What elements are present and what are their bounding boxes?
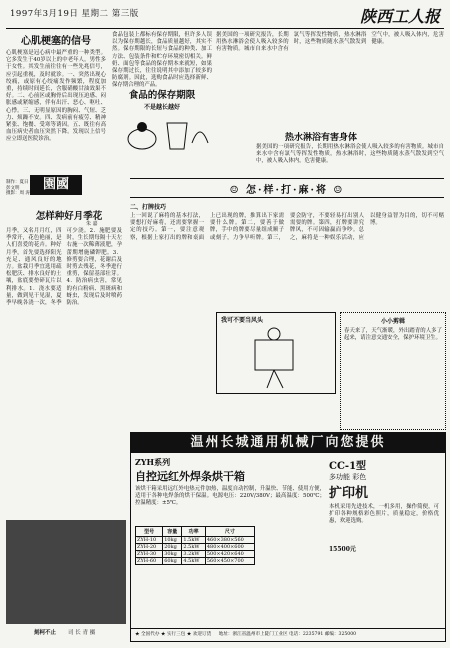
spec-header: 尺寸 [205,527,254,537]
spec-cell: 460×380×560 [205,537,254,544]
bath-title: 热水淋浴有害身体 [284,133,357,143]
majiang-column-motto: ☺ 怎·样·打·麻·将 ☺ [229,185,345,196]
flower-credits [6,180,30,197]
food-article: 食品包装上都标有保存期限，但许多人误以为保存期越长，食品质量越好，其实不然。保存期限的长短与食品的种类、加工方法、包装条件和贮存环境密切相关。鲜奶、面包等食品的保存期本来就短，如果保存期过长，往往说明其中添加了较多的防腐剂。因此，选购食品时应选择新鲜、保存期合理的产品。 食品的保存期限 不是越长越好 [112,32,212,168]
spec-cell: 500×420×640 [205,551,254,558]
photo-caption-left: 刻柯不止 [34,630,57,636]
ad-right [329,457,439,627]
spec-cell: ZYH-20 [136,544,163,551]
food-illustration [112,113,212,153]
photo [6,520,126,624]
right-box-body: 春天来了，天气渐暖，外出踏青的人多了起来，请注意交通安全，保护环境卫生。 [344,328,442,342]
spec-cell: 560×450×700 [205,558,254,565]
column-rule-2 [130,197,444,198]
spec-row [136,537,255,544]
spec-cell: 30kg [163,551,182,558]
spec-cell: 2.5kW [182,544,205,551]
spec-cell: ZYH-30 [136,551,163,558]
spec-cell: 3.2kW [182,551,205,558]
spec-header: 型号 [136,527,163,537]
bath-article: 据美国的一项研究报告，长期用热水淋浴会使人吸入较多的有害物质。城市自来水中含有氯气等挥发性物质，热水淋浴时，这些物质随水蒸气散发到空气中，被人吸入体内，危害健康。 [216,32,444,53]
ad-footer-right: 地址：浙江省温州市上陡门工业区 电话：2235791 邮编：325000 [218,632,357,637]
spec-cell: 10kg [163,537,182,544]
cartoon-caption: 我可不要当风头 [221,317,264,324]
flower-title: 怎样种好月季花 [35,211,103,222]
ad-left-series: ZYH系列 [135,457,171,467]
spec-cell: 4.5kW [182,558,205,565]
spec-cell: 480×400×600 [205,544,254,551]
spec-header: 功率 [182,527,205,537]
ad-footer-left: ★ 全国代办 ★ 实行三包 ★ 欢迎订货 [135,632,212,637]
column-rule [130,178,444,179]
masthead [6,4,444,29]
heart-title: 心肌梗塞的信号 [21,36,91,47]
ad-left-body: 该烘干箱采用远红外电热元件加热，温度自动控制，升温快、节能、使用方便，适用于各种电焊条的烘干保温。电源电压：220V/380V；最高温度：500℃；控温精度：±5℃。 [135,486,325,507]
spec-row [136,544,255,551]
cartoon-drawing [217,326,335,392]
spec-row [136,558,255,565]
spec-cell: ZYH-60 [136,558,163,565]
majiang-subtitle: 二、打牌技巧 [130,204,167,211]
spec-cell: ZYH-10 [136,537,163,544]
ad-right-sub: 多功能 彩色 [329,473,367,481]
spec-row [136,551,255,558]
flower-body: 月季，又名月月红，四季常开，花色艳丽，是人们喜爱的花卉。种好月季，首先要选择阳光充足、通风良好的地方。盆栽月季宜选用疏松肥沃、排水良好的土壤，盆底要垫碎瓦片以利排水。1．浇水要适量，做到见干见湿，夏季早晚各浇一次，冬季可少浇。2．施肥要及时，生长期每隔十天左右施一次稀薄液肥，孕蕾期增施磷钾肥。3．修剪要合理，花谢后及时剪去残花，冬季进行重剪，保留基部壮芽。4．防治病虫害，常见的有白粉病、黑斑病和蚜虫，发现后及时喷药防治。 [6,228,122,307]
photo-caption-right: 司 长 青 摄 [68,630,96,636]
spec-header: 容量 [163,527,182,537]
ad-footer [131,628,445,641]
bath-body-2: 据美国的一项研究报告，长期用热水淋浴会使人吸入较多的有害物质。城市自来水中含有氯气等挥发性物质，热水淋浴时，这些物质随水蒸气散发到空气中，被人吸入体内，危害健康。 [256,144,444,165]
ad-right-title: 扩印机 [329,486,369,501]
cartoon [216,312,336,394]
ad-spec-table [135,526,255,565]
ad-right-price: 15500元 [329,546,356,553]
flower-note-1: 制作：夏日 彭文明 [6,180,29,191]
food-title: 食品的保存期限 [128,90,196,101]
right-box-title: 小小剪辑 [380,318,405,325]
spec-cell: 20kg [163,544,182,551]
spec-cell: 60kg [163,558,182,565]
ad-left [135,457,325,627]
right-box [340,312,446,430]
ad-company-banner: 温州长城通用机械厂向您提供 [131,433,445,453]
newspaper-logo: 陕西工人报 [359,7,440,26]
ad-left-title: 自控远红外焊条烘干箱 [135,470,245,483]
food-subtitle: 不是越长越好 [143,104,180,111]
advertisement [130,432,446,642]
flower-author: 朱 嘉 [86,221,98,227]
spec-cell: 1.5kW [182,537,205,544]
flower-note-2: 摄影：周 涛 [6,191,30,196]
spec-table-body [136,537,255,565]
flower-column-logo: 園國 [30,175,82,195]
issue-date: 1997年3月19日 星期二 第三版 [10,9,139,19]
majiang-article: 二、打牌技巧 上一回说了麻将的基本打法，要想打好麻将，还需要掌握一定的技巧。第一，要注意观察，根据上家打出的牌和桌面上已出现的牌，推算出下家需要什么牌。第二，要善于做牌，手中的牌要尽量组成顺子或刻子，力争早听牌。第三，要会防守，不要轻易打出别人需要的牌。第四，打牌要讲究牌风，不可因输赢而争吵。总之，麻将是一种娱乐活动，应以健身益智为目的，切不可赌博。 [130,204,444,241]
heart-body: 心肌梗塞是冠心病中最严重的一种类型。它多发生于40岁以上的中老年人，男性多于女性。其发生前往往有一些先兆信号，应引起重视，及时就诊。一、突然出现心绞痛，或原有心绞痛发作频繁，程度加重，持续时间延长，含服硝酸甘油效果不好。二、心前区或胸骨后出现压迫感、闷胀感或紧缩感，伴有出汗、恶心、呕吐、心悸。三、无明显原因的胸闷、气短、乏力、烦躁不安。四、发病前有疲劳、精神紧张、饱餐、受寒等诱因。五、既往有高血压病史者血压突然下降。发现以上信号应立即送医院诊治。 [6,50,106,143]
ad-right-body: 本机采用先进技术，一机多用，操作简便，可扩印各种规格彩色照片，质量稳定，价格优惠，欢迎选购。 [329,504,439,525]
ad-right-model: CC-1型 [329,461,367,472]
